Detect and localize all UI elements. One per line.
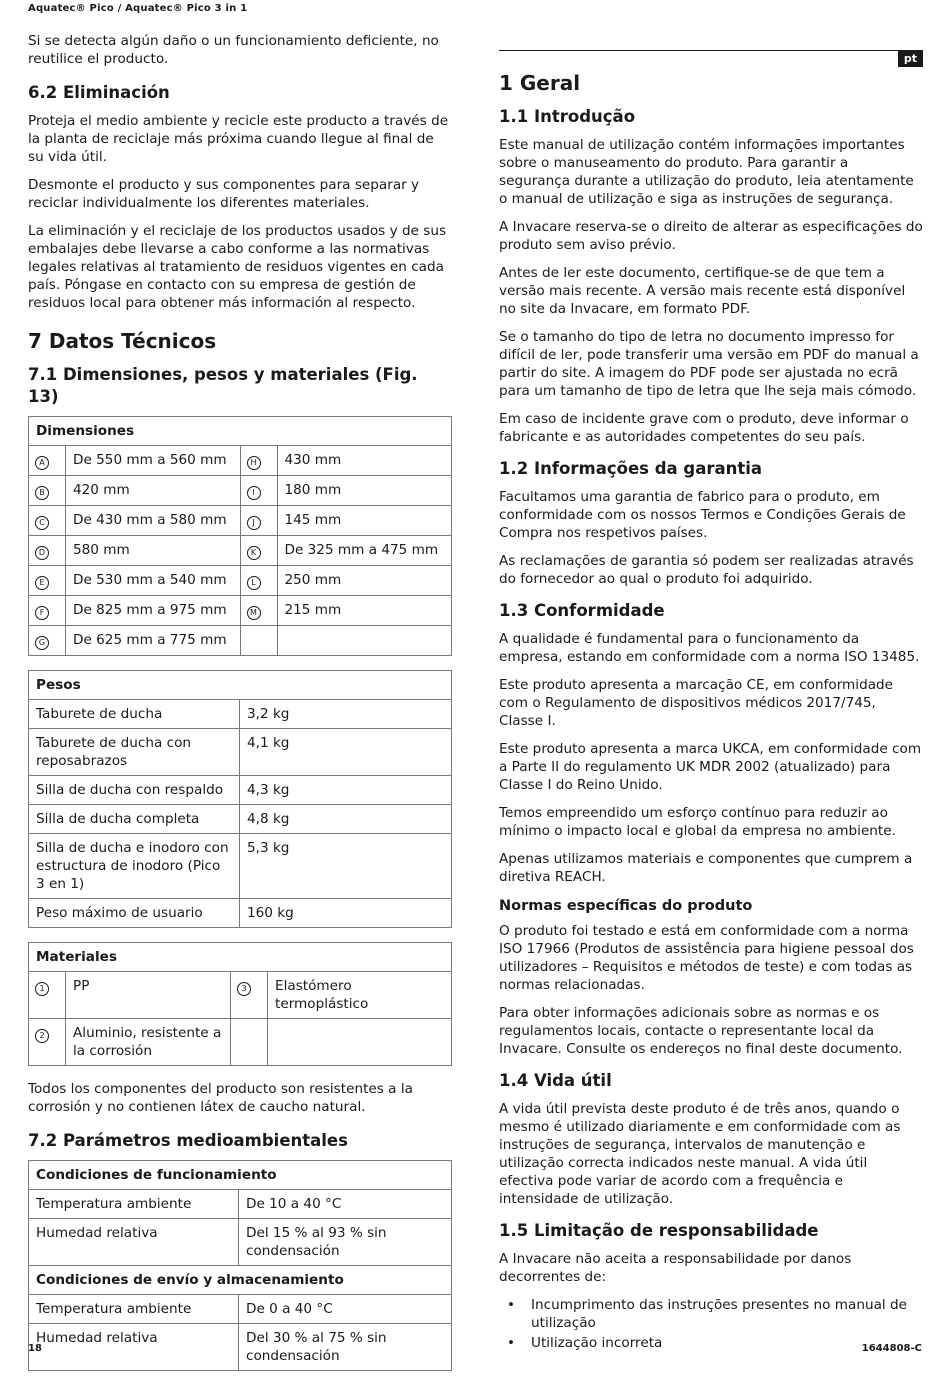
materials-header: Materiales [29, 943, 452, 972]
row-label: Humedad relativa [29, 1219, 239, 1266]
material-value-cell: Aluminio, resistente a la corrosión [66, 1019, 231, 1066]
circled-symbol: A [35, 456, 49, 470]
dim-value-cell: 430 mm [277, 446, 452, 476]
dim-value-cell: 420 mm [66, 476, 241, 506]
conformity-paragraph-5: Apenas utilizamos materiais e componentes que cumprem a diretiva REACH. [499, 851, 913, 885]
language-tag: pt [898, 51, 923, 67]
table-row [29, 476, 452, 506]
heading-7-2: 7.2 Parámetros medioambientales [28, 1131, 348, 1150]
circled-symbol: B [35, 486, 49, 500]
dim-symbol-cell [29, 476, 66, 506]
row-value: 4,8 kg [240, 805, 452, 834]
heading-1-1: 1.1 Introdução [499, 107, 636, 126]
environment-table [28, 1160, 452, 1371]
heading-1: 1 Geral [499, 71, 581, 95]
liability-list [499, 1296, 923, 1352]
table-row [29, 1219, 452, 1266]
dim-value-cell: De 550 mm a 560 mm [66, 446, 241, 476]
circled-symbol: F [35, 606, 49, 620]
row-label: Peso máximo de usuario [29, 899, 240, 928]
warranty-paragraph-1: Facultamos uma garantia de fabrico para o produto, em conformidade com os nossos Termos e Condições Gerais de Compra nos respetivos países. [499, 489, 906, 541]
table-row [29, 834, 452, 899]
table-row [29, 566, 452, 596]
dim-symbol-cell [29, 446, 66, 476]
row-value: 3,2 kg [240, 700, 452, 729]
dim-symbol-cell [240, 506, 277, 536]
operating-conditions-header: Condiciones de funcionamiento [29, 1161, 452, 1190]
conformity-paragraph-3: Este produto apresenta a marca UKCA, em conformidade com a Parte II do regulamento UK MDR 2002 (atualizado) para Classe I do Reino Unido. [499, 741, 922, 793]
dim-symbol-cell [240, 536, 277, 566]
intro-paragraph-4: Se o tamanho do tipo de letra no documento impresso for difícil de ler, pode transferir uma versão em PDF do manual a partir do site. A imagem do PDF pode ser ajustada no ecrã para um tamanho de tipo de letra que lhe seja mais cómodo. [499, 329, 919, 399]
intro-paragraph-1: Este manual de utilização contém informações importantes sobre o manuseamento do produto. Para garantir a segurança durante a utilização do produto, leia atentamente o manual de utilização e siga as instruções de segurança. [499, 137, 914, 207]
circled-symbol: H [247, 456, 261, 470]
table-row [29, 506, 452, 536]
elimination-paragraph-1: Proteja el medio ambiente y recicle este producto a través de la planta de reciclaje más próxima cuando llegue al final de su vida útil. [28, 113, 449, 165]
dim-value-cell [277, 626, 452, 656]
dimensions-header: Dimensiones [29, 417, 452, 446]
circled-symbol: D [35, 546, 49, 560]
liability-paragraph: A Invacare não aceita a responsabilidade por danos decorrentes de: [499, 1251, 852, 1285]
material-symbol-cell [231, 1019, 268, 1066]
dim-value-cell: 145 mm [277, 506, 452, 536]
row-value: Del 30 % al 75 % sin condensación [239, 1324, 452, 1371]
table-row [29, 1190, 452, 1219]
list-item: • Incumprimento das instruções presentes no manual de utilização [531, 1296, 923, 1332]
dim-value-cell: De 530 mm a 540 mm [66, 566, 241, 596]
materials-table [28, 942, 452, 1066]
material-symbol-cell [231, 972, 268, 1019]
conformity-paragraph-1: A qualidade é fundamental para o funcionamento da empresa, estando em conformidade com a norma ISO 13485. [499, 631, 920, 665]
table-row [29, 776, 452, 805]
row-label: Humedad relativa [29, 1324, 239, 1371]
circled-symbol: K [247, 546, 261, 560]
dim-value-cell: De 325 mm a 475 mm [277, 536, 452, 566]
table-row [29, 972, 452, 1019]
table-row [29, 596, 452, 626]
dim-symbol-cell [29, 566, 66, 596]
running-header: Aquatec® Pico / Aquatec® Pico 3 in 1 [28, 3, 248, 14]
page-number: 18 [28, 1343, 42, 1354]
column-top-rule [499, 50, 923, 51]
dim-symbol-cell [240, 596, 277, 626]
circled-symbol: I [247, 486, 261, 500]
material-value-cell [268, 1019, 452, 1066]
heading-7-1: 7.1 Dimensiones, pesos y materiales (Fig. 13) [28, 365, 418, 406]
table-row [29, 1019, 452, 1066]
conformity-paragraph-2: Este produto apresenta a marcação CE, em conformidade com o Regulamento de dispositivos médicos 2017/745, Classe I. [499, 677, 894, 729]
dimensions-table [28, 416, 452, 656]
dim-symbol-cell [240, 566, 277, 596]
dim-value-cell: 580 mm [66, 536, 241, 566]
material-symbol-cell [29, 1019, 66, 1066]
row-value: Del 15 % al 93 % sin condensación [239, 1219, 452, 1266]
table-row [29, 446, 452, 476]
table-row [29, 899, 452, 928]
circled-symbol: 2 [35, 1029, 49, 1043]
row-label: Silla de ducha e inodoro con estructura de inodoro (Pico 3 en 1) [29, 834, 240, 899]
warranty-paragraph-2: As reclamações de garantia só podem ser realizadas através do fornecedor ao qual o produto foi adquirido. [499, 553, 914, 587]
materials-note: Todos los componentes del producto son resistentes a la corrosión y no contienen látex de caucho natural. [28, 1081, 413, 1115]
heading-7: 7 Datos Técnicos [28, 329, 217, 353]
dim-value-cell: 215 mm [277, 596, 452, 626]
dim-value-cell: De 430 mm a 580 mm [66, 506, 241, 536]
circled-symbol: G [35, 636, 49, 650]
row-label: Temperatura ambiente [29, 1295, 239, 1324]
dim-value-cell: De 825 mm a 975 mm [66, 596, 241, 626]
weights-header: Pesos [29, 671, 452, 700]
circled-symbol: 3 [237, 982, 251, 996]
row-value: De 10 a 40 °C [239, 1190, 452, 1219]
row-label: Temperatura ambiente [29, 1190, 239, 1219]
dim-value-cell: 250 mm [277, 566, 452, 596]
intro-paragraph-2: A Invacare reserva-se o direito de alterar as especificações do produto sem aviso prévio. [499, 219, 923, 253]
right-column [499, 50, 923, 1354]
elimination-paragraph-2: Desmonte el producto y sus componentes para separar y reciclar individualmente los diferentes materiales. [28, 177, 420, 211]
table-row [29, 700, 452, 729]
list-item: • Utilização incorreta [531, 1334, 923, 1352]
dim-value-cell: 180 mm [277, 476, 452, 506]
row-value: De 0 a 40 °C [239, 1295, 452, 1324]
intro-paragraph-3: Antes de ler este documento, certifique-se de que tem a versão mais recente. A versão mais recente está disponível no site da Invacare, em formato PDF. [499, 265, 906, 317]
document-code: 1644808-C [861, 1343, 922, 1354]
row-value: 4,3 kg [240, 776, 452, 805]
row-label: Silla de ducha con respaldo [29, 776, 240, 805]
table-row [29, 626, 452, 656]
heading-1-3: 1.3 Conformidade [499, 601, 665, 620]
table-row [29, 729, 452, 776]
row-label: Taburete de ducha con reposabrazos [29, 729, 240, 776]
elimination-paragraph-3: La eliminación y el reciclaje de los productos usados y de sus embalajes debe llevarse a cabo conforme a las normativas legales relativas al tratamiento de residuos vigentes en cada país. Póngase en contacto con su empresa de gestión de residuos local para obtener más información al respecto. [28, 223, 447, 311]
material-value-cell: PP [66, 972, 231, 1019]
intro-paragraph-5: Em caso de incidente grave com o produto, deve informar o fabricante e as autoridades competentes do seu país. [499, 411, 909, 445]
shipping-conditions-header: Condiciones de envío y almacenamiento [29, 1266, 452, 1295]
circled-symbol: E [35, 576, 49, 590]
dim-symbol-cell [29, 506, 66, 536]
heading-1-2: 1.2 Informações da garantia [499, 459, 763, 478]
material-symbol-cell [29, 972, 66, 1019]
intro-paragraph: Si se detecta algún daño o un funcionamiento deficiente, no reutilice el producto. [28, 33, 439, 67]
dim-symbol-cell [29, 536, 66, 566]
row-value: 4,1 kg [240, 729, 452, 776]
left-column [28, 32, 452, 1385]
service-life-paragraph: A vida útil prevista deste produto é de três anos, quando o mesmo é utilizado diariamente e em conformidade com as instruções de segurança, intervalos de manutenção e utilização correcta indicados neste manual. A vida útil efectiva pode variar de acordo com a frequência e intensidade de utilização. [499, 1101, 901, 1207]
table-row [29, 805, 452, 834]
circled-symbol: 1 [35, 982, 49, 996]
material-value-cell: Elastómero termoplástico [268, 972, 452, 1019]
row-value: 160 kg [240, 899, 452, 928]
table-row [29, 536, 452, 566]
table-row [29, 1295, 452, 1324]
dim-symbol-cell [240, 476, 277, 506]
norms-paragraph-1: O produto foi testado e está em conformidade com a norma ISO 17966 (Produtos de assistência para higiene pessoal dos utilizadores – Requisitos e métodos de teste) e com todas as normas relacionadas. [499, 923, 914, 993]
norms-paragraph-2: Para obter informações adicionais sobre as normas e os regulamentos locais, contacte o representante local da Invacare. Consulte os endereços no final deste documento. [499, 1005, 903, 1057]
row-value: 5,3 kg [240, 834, 452, 899]
weights-table [28, 670, 452, 928]
dim-symbol-cell [29, 596, 66, 626]
circled-symbol: M [247, 606, 261, 620]
row-label: Silla de ducha completa [29, 805, 240, 834]
heading-1-5: 1.5 Limitação de responsabilidade [499, 1221, 819, 1240]
heading-1-4: 1.4 Vida útil [499, 1071, 612, 1090]
dim-symbol-cell [240, 626, 277, 656]
circled-symbol: J [247, 516, 261, 530]
conformity-paragraph-4: Temos empreendido um esforço contínuo para reduzir ao mínimo o impacto local e global da empresa no ambiente. [499, 805, 896, 839]
dim-symbol-cell [29, 626, 66, 656]
dim-symbol-cell [240, 446, 277, 476]
circled-symbol: L [247, 576, 261, 590]
heading-6-2: 6.2 Eliminación [28, 83, 170, 102]
table-row [29, 1324, 452, 1371]
row-label: Taburete de ducha [29, 700, 240, 729]
circled-symbol: C [35, 516, 49, 530]
heading-product-norms: Normas específicas do produto [499, 898, 753, 914]
dim-value-cell: De 625 mm a 775 mm [66, 626, 241, 656]
